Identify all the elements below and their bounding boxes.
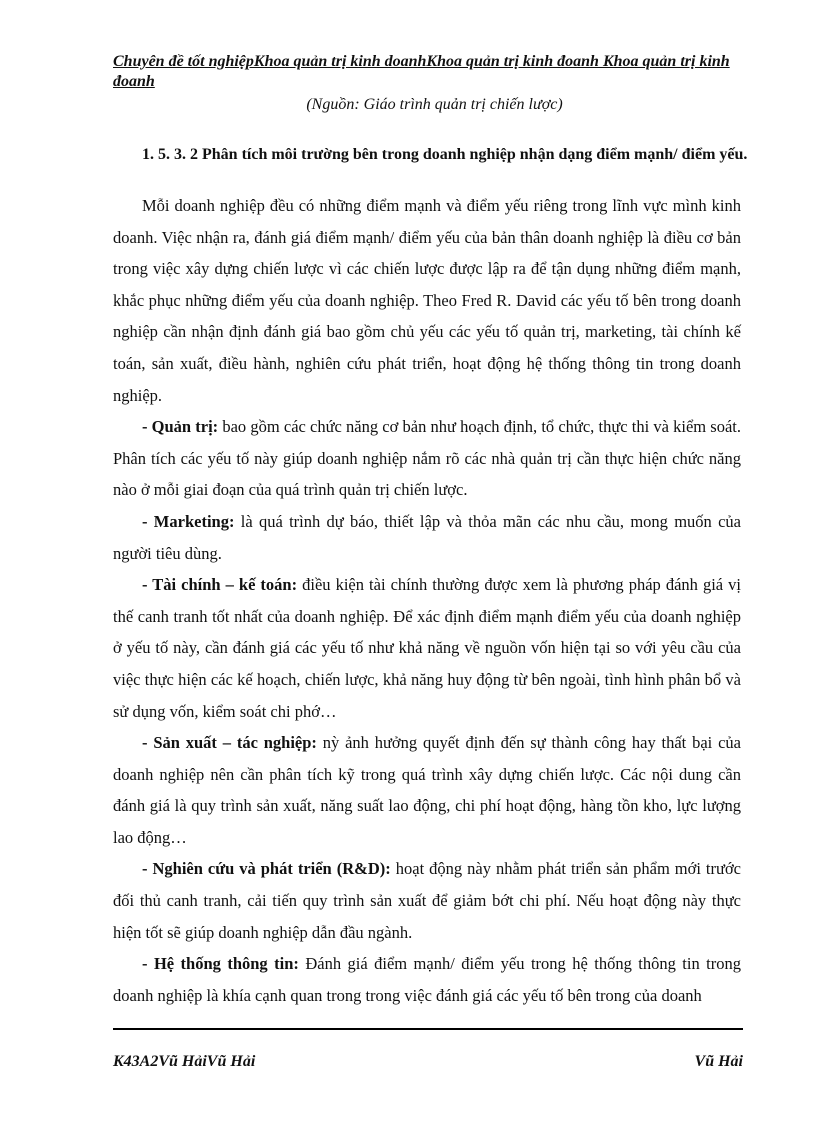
term-quan-tri: - Quản trị: [142,417,219,437]
body-text [113,190,741,1011]
term-tai-chinh: - Tài chính – kế toán: [142,575,298,595]
paragraph-rd [113,853,741,948]
text-quan-tri: bao gồm các chức năng cơ bản như hoạch định, tổ chức, thực thi và kiểm soát. Phân tích các yếu tố này giúp doanh nghiệp nắm rõ các nhà quản trị cần thực hiện chức năng nào ở mỗi giai đoạn của quá trình quản trị chiến lược. [113,417,741,500]
term-marketing: - Marketing: [142,511,235,531]
text-he-thong-thong-tin: Đánh giá điểm mạnh/ điểm yếu trong hệ thống thông tin trong doanh nghiệp là khía cạnh quan trong trong việc đánh giá các yếu tố bên trong của doanh [113,954,741,1005]
text-marketing: là quá trình dự báo, thiết lập và thỏa mãn các nhu cầu, mong muốn của người tiêu dùng. [113,511,741,563]
intro-paragraph: Mỗi doanh nghiệp đều có những điểm mạnh và điểm yếu riêng trong lĩnh vực mình kinh doanh. Việc nhận ra, đánh giá điểm mạnh/ điểm yếu của bản thân doanh nghiệp là điều cơ bản trong việc xây dựng chiến lược vì các chiến lược được lập ra để tận dụng những điểm mạnh, khắc phục những điểm yếu của doanh nghiệp. Theo Fred R. David các yếu tố bên trong doanh nghiệp cần nhận định đánh giá bao gồm chủ yếu các yếu tố quản trị, marketing, tài chính kế toán, sản xuất, điều hành, nghiên cứu phát triển, hoạt động hệ thống thông tin trong doanh nghiệp. [113,196,741,405]
paragraph-tai-chinh [113,569,741,727]
paragraph-he-thong-thong-tin [113,948,741,1011]
text-san-xuat: nỳ ảnh hưởng quyết định đến sự thành công hay thất bại của doanh nghiệp nên cần phân tích kỹ trong quá trình xây dựng chiến lược. Các nội dung cần đánh giá là quy trình sản xuất, năng suất lao động, chi phí hoạt động, hàng tồn kho, lực lượng lao động… [113,733,741,847]
text-rd: hoạt động này nhằm phát triển sản phẩm mới trước đối thủ canh tranh, cải tiến quy trình sản xuất để giảm bớt chi phí. Nếu hoạt động này thực hiện tốt sẽ giúp doanh nghiệp dẫn đầu ngành. [113,859,741,942]
source-note: (Nguồn: Giáo trình quản trị chiến lược) [306,96,563,113]
page-header: Chuyên đề tốt nghiệpKhoa quản trị kinh doanhKhoa quản trị kinh đoanh Khoa quản trị kinh đoanh [113,53,730,90]
footer-left: K43A2Vũ HảiVũ Hải [113,1053,256,1070]
section-heading: 1. 5. 3. 2 Phân tích môi trường bên trong doanh nghiệp nhận dạng điểm mạnh/ điểm yếu. [142,146,748,163]
footer-divider [113,1028,743,1030]
term-he-thong-thong-tin: - Hệ thống thông tin: [142,954,299,974]
text-tai-chinh: điều kiện tài chính thường được xem là phương pháp đánh giá vị thế canh tranh tốt nhất của doanh nghiệp. Để xác định điểm mạnh điểm yếu của doanh nghiệp ở yếu tố này, cần đánh giá các yếu tố như khả năng về nguồn vốn hiện tại so với yêu cầu của việc thực hiện các kế hoạch, chiến lược, khả năng huy động từ bên ngoài, tình hình phân bổ và sử dụng vốn, kiểm soát chi phớ… [113,575,741,721]
paragraph-san-xuat [113,727,741,853]
footer-right: Vũ Hải [694,1053,743,1070]
paragraph-marketing [113,506,741,569]
term-rd: - Nghiên cứu và phát triển (R&D): [142,859,391,879]
paragraph-quan-tri [113,411,741,506]
term-san-xuat: - Sản xuất – tác nghiệp: [142,733,317,753]
